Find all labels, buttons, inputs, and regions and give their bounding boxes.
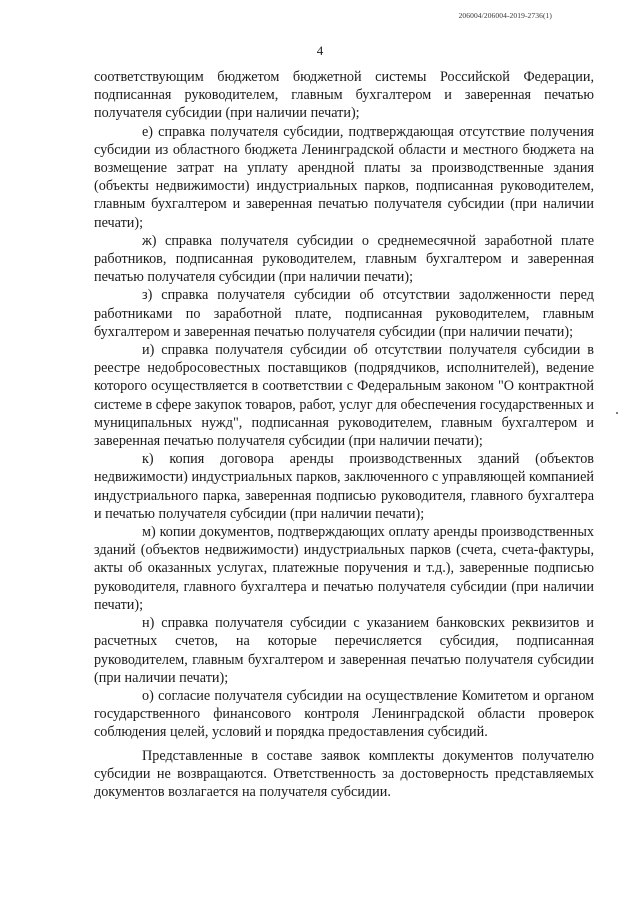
document-body [94,68,594,801]
document-id: 206004/206004-2019-2736(1) [458,11,552,20]
paragraph-item-m: м) копии документов, подтверждающих оплату аренды производственных зданий (объектов недвижимости) индустриальных парков (счета, счета-фактуры, акты об оказанных услугах, платежные поручения и т.д.), заверенные подписью руководителя, главного бухгалтера и печатью получателя субсидии (при наличии печати); [94,524,594,613]
scan-speck [616,412,618,414]
paragraph-item-e: е) справка получателя субсидии, подтверждающая отсутствие получения субсидии из областного бюджета Ленинградской области и местного бюджета на возмещение затрат на уплату арендной платы за производственные здания (объекты недвижимости) индустриальных парков, подписанная руководителем, главным бухгалтером и заверенная печатью получателя субсидии (при наличии печати); [94,123,594,231]
paragraph-closing: Представленные в составе заявок комплекты документов получателю субсидии не возвращаются. Ответственность за достоверность представляемых документов возлагается на получателя субсидии. [94,747,594,800]
paragraph-item-i: и) справка получателя субсидии об отсутствии получателя субсидии в реестре недобросовестных поставщиков (подрядчиков, исполнителей), ведение которого осуществляется в соответствии с Федеральным законом "О контрактной системе в сфере закупок товаров, работ, услуг для обеспечения государственных и муниципальных нужд", подписанная руководителем, главным бухгалтером и заверенная печатью получателя субсидии (при наличии печати); [94,342,594,450]
paragraph-item-o: о) согласие получателя субсидии на осуществление Комитетом и органом государственного финансового контроля Ленинградской области проверок соблюдения целей, условий и порядка предоставления субсидий. [94,687,594,741]
paragraph-item-z: з) справка получателя субсидии об отсутствии задолженности перед работниками по заработной плате, подписанная руководителем, главным бухгалтером и заверенная печатью получателя субсидии (при наличии печати); [94,287,594,340]
paragraph-continuation: соответствующим бюджетом бюджетной системы Российской Федерации, подписанная руководителем, главным бухгалтером и заверенная печатью получателя субсидии (при наличии печати); [94,69,594,122]
paragraph-item-n: н) справка получателя субсидии с указанием банковских реквизитов и расчетных счетов, на которые перечисляется субсидия, подписанная руководителем, главным бухгалтером и заверенная печатью получателя субсидии (при наличии печати); [94,615,594,686]
paragraph-item-zh: ж) справка получателя субсидии о среднемесячной заработной плате работников, подписанная руководителем, главным бухгалтером и заверенная печатью получателя субсидии (при наличии печати); [94,232,594,286]
page-number: 4 [316,43,324,58]
paragraph-item-k: к) копия договора аренды производственных зданий (объектов недвижимости) индустриальных парков, заключенного с управляющей компанией индустриального парка, заверенная подписью руководителя, главного бухгалтера и печатью получателя субсидии (при наличии печати); [94,451,594,522]
